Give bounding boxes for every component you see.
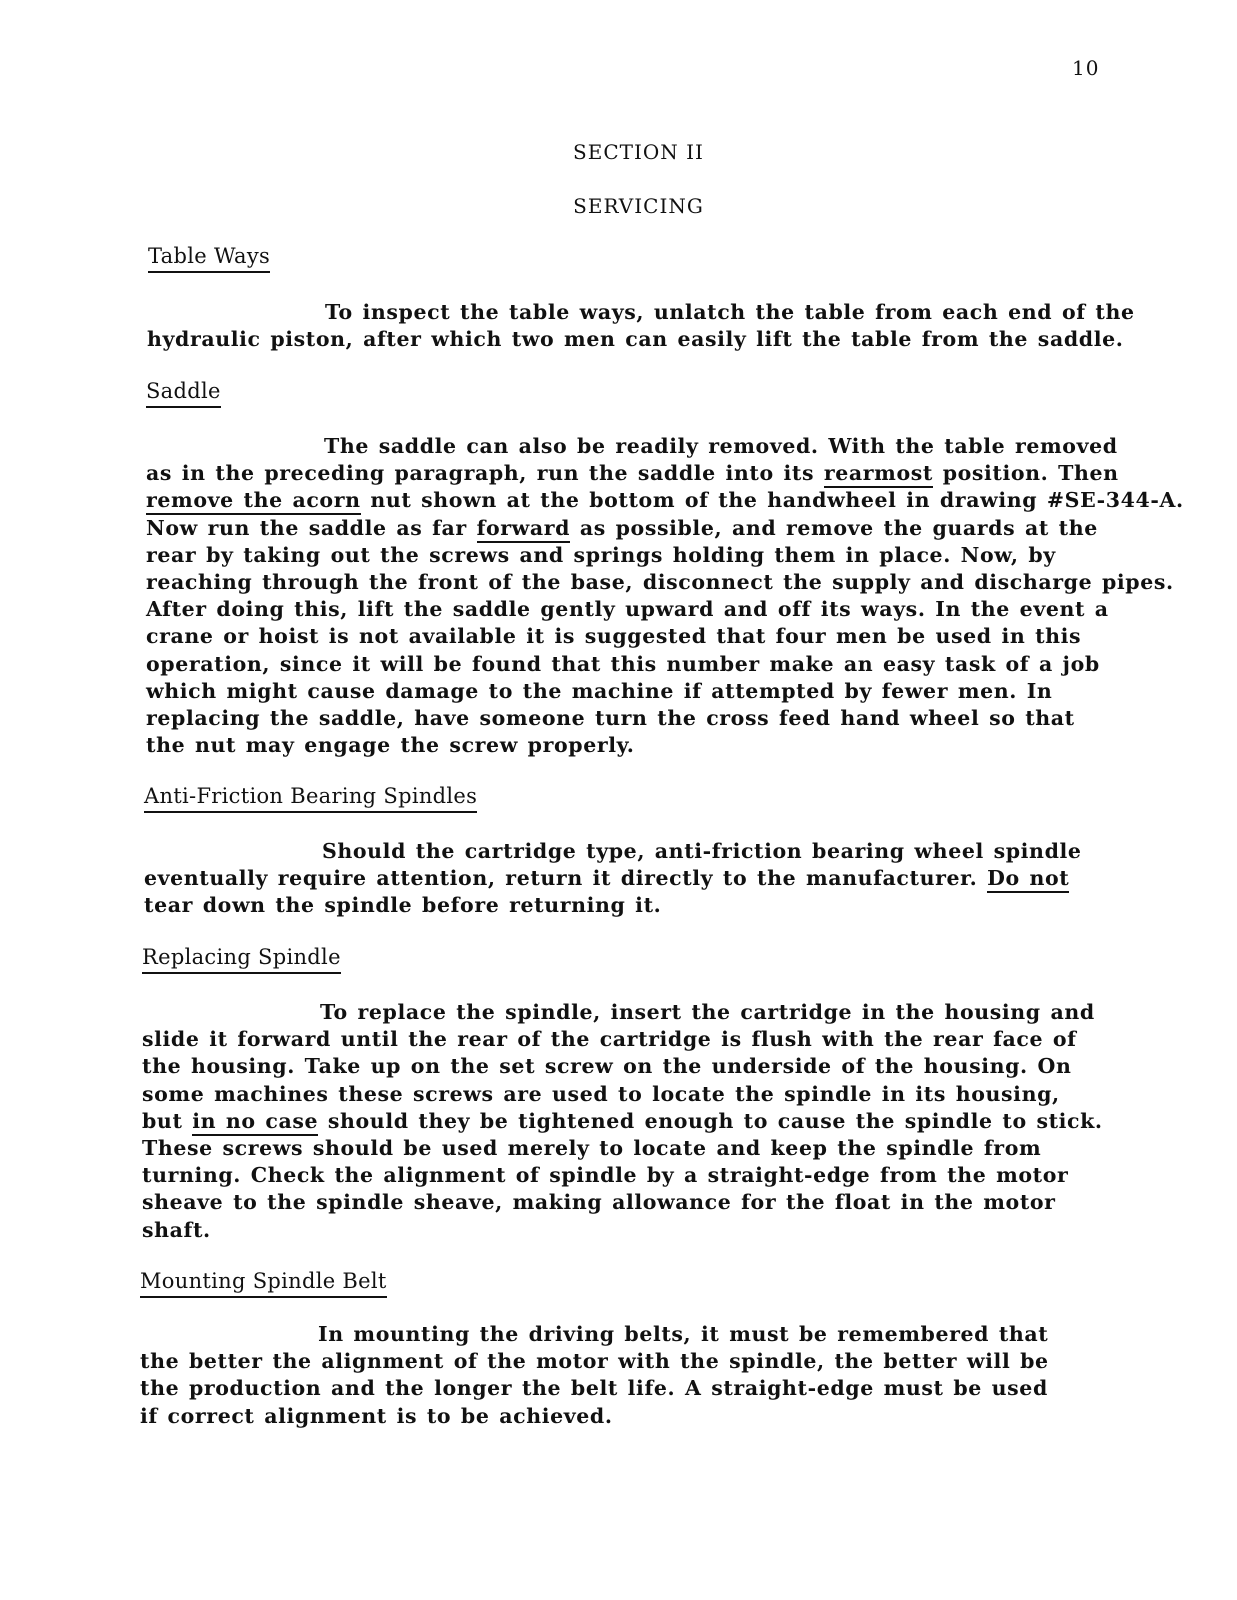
text-line: crane or hoist is not available it is suggested that four men be used in this — [146, 624, 1082, 649]
text-line: To replace the spindle, insert the cartridge in the housing and — [320, 1000, 1095, 1024]
section-subtitle: SERVICING — [573, 194, 704, 218]
text-line: which might cause damage to the machine if attempted by fewer men. In — [146, 678, 1053, 703]
text-segment: nut shown at the bottom of the handwheel in drawing #SE-344-A. — [360, 488, 1184, 513]
underlined-emphasis: Do not — [987, 866, 1069, 893]
underlined-emphasis: remove the acorn — [146, 488, 361, 515]
text-line: To inspect the table ways, unlatch the table from each end of the — [325, 300, 1135, 324]
paragraph-table-ways — [147, 299, 1135, 353]
subheading-replacing-spindle: Replacing Spindle — [142, 945, 341, 974]
text-line: the housing. Take up on the set screw on the underside of the housing. On — [142, 1054, 1072, 1079]
paragraph-mounting-spindle-belt — [140, 1321, 1049, 1430]
text-segment: Now run the saddle as far — [146, 515, 477, 540]
text-line: some machines these screws are used to locate the spindle in its housing, — [142, 1081, 1060, 1106]
underlined-emphasis: in no case — [192, 1109, 318, 1136]
text-line — [142, 1108, 1103, 1135]
text-line: turning. Check the alignment of spindle by a straight-edge from the motor — [142, 1163, 1069, 1188]
text-line: the better the alignment of the motor with the spindle, the better will be — [140, 1349, 1049, 1374]
text-line: The saddle can also be readily removed. With the table removed — [324, 434, 1118, 458]
text-segment: as possible, and remove the guards at the — [570, 515, 1098, 540]
text-line: reaching through the front of the base, disconnect the supply and discharge pipes. — [146, 570, 1174, 595]
text-line: These screws should be used merely to locate and keep the spindle from — [142, 1136, 1042, 1161]
text-line: Should the cartridge type, anti-friction bearing wheel spindle — [322, 839, 1082, 863]
text-line: the nut may engage the screw properly. — [146, 733, 635, 758]
text-line — [144, 865, 1082, 892]
text-segment: should they be tightened enough to cause the spindle to stick. — [318, 1108, 1103, 1133]
text-segment: eventually require attention, return it directly to the manufacturer. — [144, 866, 988, 891]
text-line: the production and the longer the belt life. A straight-edge must be used — [140, 1376, 1048, 1401]
text-line: slide it forward until the rear of the cartridge is flush with the rear face of — [142, 1027, 1077, 1052]
text-line — [146, 487, 1184, 514]
text-line: In mounting the driving belts, it must be remembered that — [318, 1322, 1049, 1346]
text-line: hydraulic piston, after which two men can easily lift the table from the saddle. — [147, 327, 1124, 352]
text-line — [146, 460, 1184, 487]
text-segment: as in the preceding paragraph, run the saddle into its — [146, 461, 824, 486]
paragraph-saddle — [146, 433, 1184, 759]
paragraph-anti-friction-bearing-spindles — [144, 838, 1082, 920]
subheading-anti-friction-bearing-spindles: Anti-Friction Bearing Spindles — [144, 784, 477, 813]
text-segment: position. Then — [932, 461, 1119, 486]
subheading-table-ways: Table Ways — [148, 244, 270, 273]
text-line: rear by taking out the screws and springs holding them in place. Now, by — [146, 542, 1056, 567]
text-line: replacing the saddle, have someone turn the cross feed hand wheel so that — [146, 706, 1075, 731]
underlined-emphasis: rearmost — [824, 461, 933, 488]
text-line: shaft. — [142, 1217, 211, 1242]
text-line: tear down the spindle before returning it. — [144, 893, 662, 918]
text-line: After doing this, lift the saddle gently upward and off its ways. In the event a — [146, 597, 1109, 622]
text-line — [146, 515, 1184, 542]
subheading-saddle: Saddle — [146, 379, 221, 408]
underlined-emphasis: forward — [477, 516, 571, 543]
subheading-mounting-spindle-belt: Mounting Spindle Belt — [140, 1269, 387, 1298]
section-title: SECTION II — [573, 140, 704, 164]
text-line: operation, since it will be found that this number make an easy task of a job — [146, 651, 1100, 676]
text-segment: but — [142, 1108, 193, 1133]
text-line: sheave to the spindle sheave, making allowance for the float in the motor — [142, 1190, 1056, 1215]
paragraph-replacing-spindle — [142, 999, 1103, 1244]
page-number: 10 — [1072, 56, 1100, 80]
text-line: if correct alignment is to be achieved. — [140, 1403, 613, 1428]
